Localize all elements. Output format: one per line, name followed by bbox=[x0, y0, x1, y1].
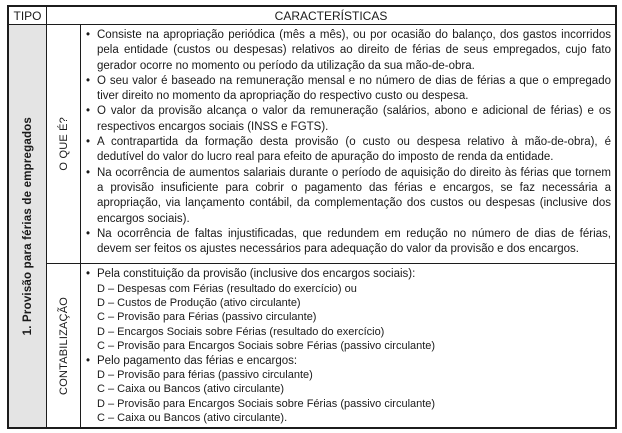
section-content-o-que-e bbox=[81, 25, 615, 264]
item-text: D – Encargos Sociais sobre Férias (resultado do exercício) bbox=[97, 325, 385, 338]
section-label-cell-o-que-e bbox=[47, 25, 81, 264]
ledger-line bbox=[86, 368, 611, 382]
ledger-line bbox=[86, 382, 611, 396]
item-text: O seu valor é baseado na remuneração mensal e no número de dias de férias a que o empregado tiver direito no momento da apropriação do respectivo custo ou despesa. bbox=[97, 74, 611, 103]
section-label-cell-contabilizacao bbox=[47, 264, 81, 427]
bullet-icon: • bbox=[86, 74, 91, 87]
column-header-caracteristicas: CARACTERÍSTICAS bbox=[47, 7, 615, 25]
ledger-line bbox=[86, 397, 611, 411]
bullet-item bbox=[86, 267, 611, 282]
item-text: A contrapartida da formação desta provisão (o custo ou despesa relativo à mão-de-obra), é dedutível do valor do lucro real para efeito de apuração do imposto de renda da entidade. bbox=[97, 136, 611, 164]
item-text: D – Provisão para Encargos Sociais sobre Férias (passivo circulante) bbox=[97, 397, 436, 410]
tipo-rotated-label: 1. Provisão para férias de empregados bbox=[21, 116, 34, 336]
bullet-item bbox=[86, 104, 611, 135]
bullet-icon: • bbox=[86, 354, 91, 367]
item-text: C – Provisão para Encargos Sociais sobre Férias (passivo circulante) bbox=[97, 340, 436, 353]
bullet-icon: • bbox=[86, 166, 91, 179]
section-content-contabilizacao bbox=[81, 264, 615, 427]
bullet-icon: • bbox=[86, 29, 91, 41]
bullet-icon: • bbox=[86, 227, 91, 240]
item-text: Pela constituição da provisão (inclusive dos encargos sociais): bbox=[97, 268, 416, 280]
bullet-item bbox=[86, 74, 611, 105]
bullet-icon: • bbox=[86, 136, 91, 149]
bullet-item bbox=[86, 227, 611, 258]
item-text: Na ocorrência de aumentos salariais durante o período de aquisição do direito às férias que tornem a provisão insuficiente para cobrir o pagamento das férias e encargos, se faz necessária a apropriação, via lançamento contábil, da complementação dos custos ou despesas (inclusive dos encargos sociais). bbox=[97, 166, 611, 225]
item-text: Na ocorrência de faltas injustificadas, que redundem em redução no número de dias de férias, devem ser feitos os ajustes necessários para adequação do valor da provisão e dos encargos. bbox=[97, 227, 611, 256]
bullet-item bbox=[86, 166, 611, 227]
item-text: D – Provisão para férias (passivo circulante) bbox=[97, 369, 313, 382]
item-text: O valor da provisão alcança o valor da remuneração (salários, abono e adicional de férias) e os respectivos encargos sociais (INSS e FGTS). bbox=[97, 105, 611, 133]
provision-table bbox=[7, 5, 617, 429]
ledger-line bbox=[86, 310, 611, 324]
bullet-item bbox=[86, 28, 611, 74]
item-text: Consiste na apropriação periódica (mês a mês), ou por ocasião do balanço, dos gastos incorridos pela entidade (custos ou despesas) relativos ao direito de férias de seus empregados, cujo fato gerador ocorre no momento ou período da utilização da sua mão-de-obra. bbox=[97, 29, 611, 72]
bullet-icon: • bbox=[86, 105, 91, 118]
bullet-item bbox=[86, 354, 611, 369]
contabilizacao-rotated-label: CONTABILIZAÇÃO bbox=[57, 296, 70, 395]
ledger-line bbox=[86, 296, 611, 310]
bullet-item bbox=[86, 135, 611, 166]
ledger-line bbox=[86, 325, 611, 339]
item-text: C – Provisão para Férias (passivo circulante) bbox=[97, 311, 317, 324]
bullet-icon: • bbox=[86, 268, 91, 280]
ledger-line bbox=[86, 411, 611, 425]
item-text: D – Custos de Produção (ativo circulante) bbox=[97, 296, 301, 309]
item-text: Pelo pagamento das férias e encargos: bbox=[97, 354, 298, 367]
ledger-line bbox=[86, 339, 611, 353]
ledger-line bbox=[86, 282, 611, 296]
tipo-cell bbox=[9, 25, 47, 427]
item-text: C – Caixa ou Bancos (ativo circulante). bbox=[97, 412, 288, 425]
column-header-tipo: TIPO bbox=[9, 7, 47, 25]
item-text: D – Despesas com Férias (resultado do exercício) ou bbox=[97, 282, 357, 295]
item-text: C – Caixa ou Bancos (ativo circulante) bbox=[97, 383, 285, 396]
o-que-e-rotated-label: O QUE É? bbox=[57, 117, 70, 171]
